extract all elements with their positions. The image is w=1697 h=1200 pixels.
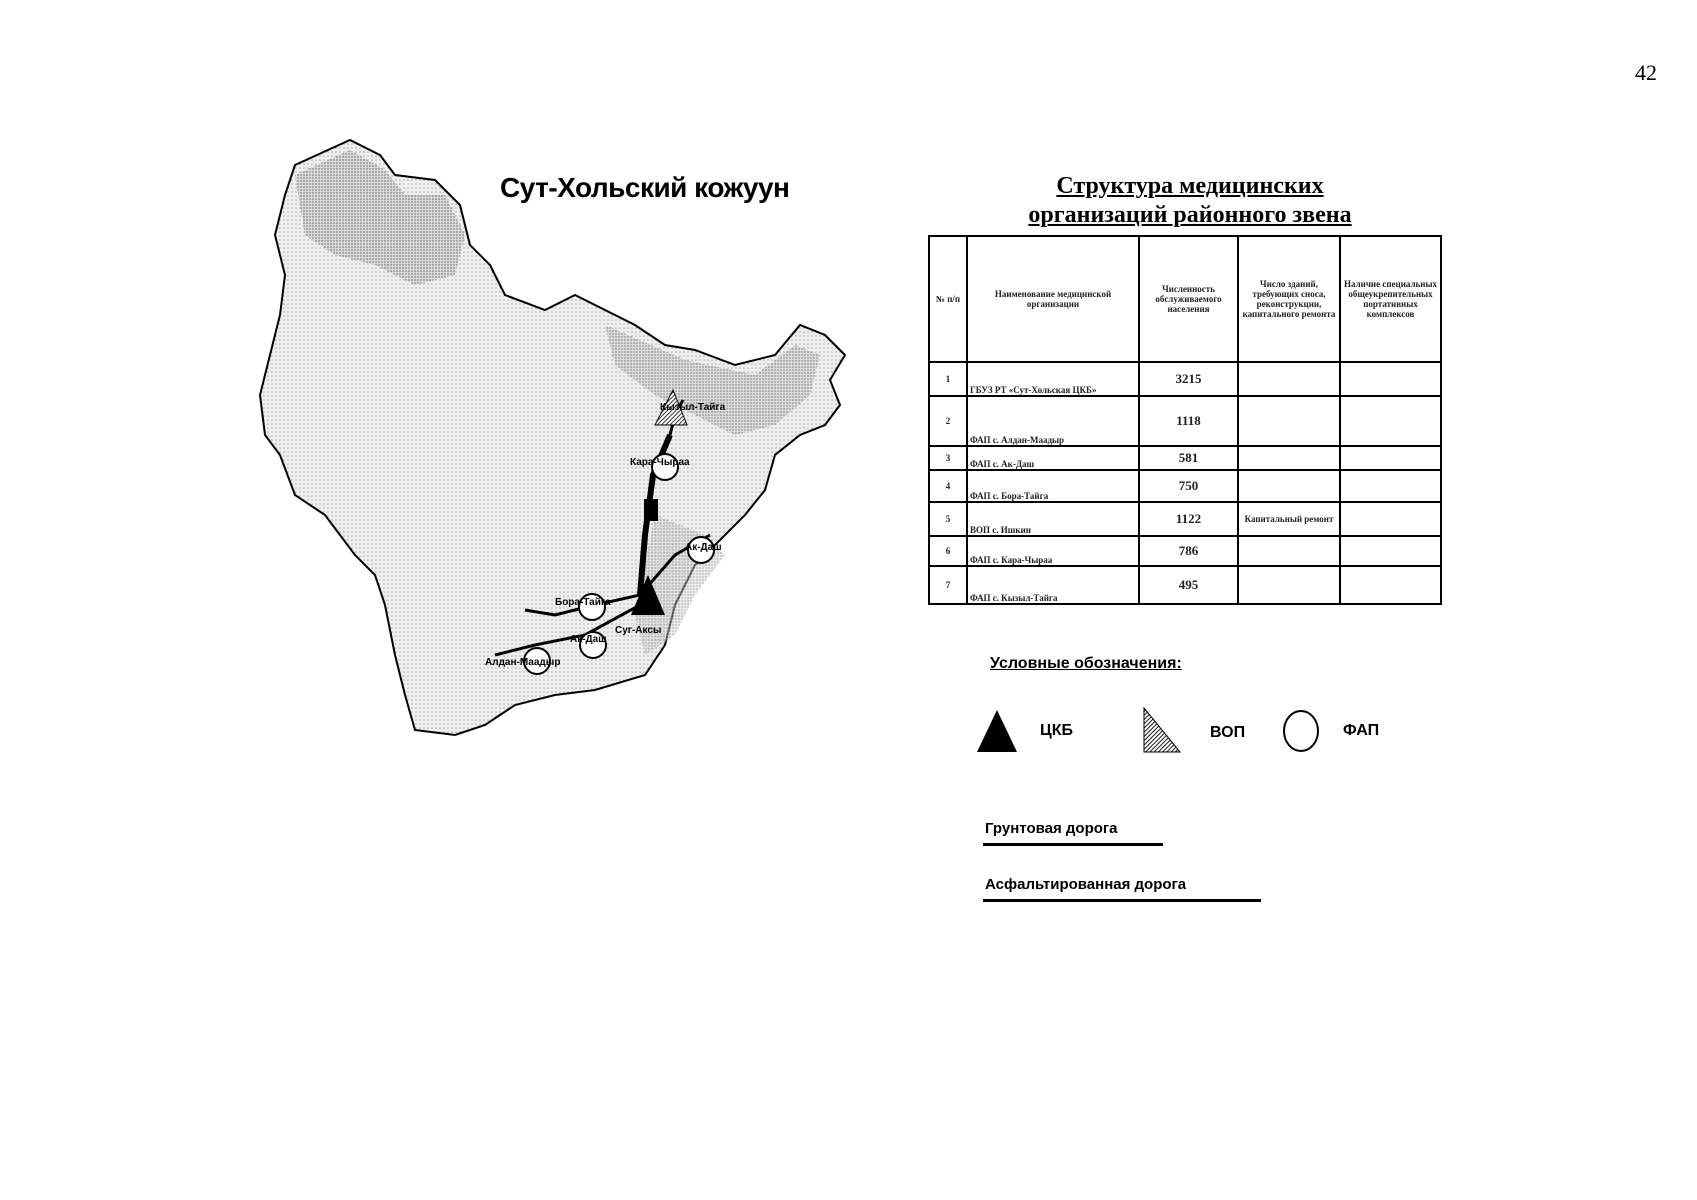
building-marker-icon <box>644 499 658 521</box>
table-header: Наличие специальных общеукрепительных портативных комплексов <box>1340 236 1441 362</box>
table-header: Число зданий, требующих сноса, реконструкции, капитального ремонта <box>1238 236 1340 362</box>
legend-title: Условные обозначения: <box>990 655 1182 672</box>
cell-num: 4 <box>929 470 967 502</box>
cell-complex <box>1340 362 1441 396</box>
table-row <box>929 396 1441 446</box>
cell-repair: Капитальный ремонт <box>1238 502 1340 536</box>
cell-population: 1118 <box>1139 396 1238 446</box>
page-number: 42 <box>1635 60 1657 85</box>
legend-label-ckb: ЦКБ <box>1040 722 1073 739</box>
triangle-hatched-icon <box>1140 706 1184 754</box>
cell-name: ФАП с. Кара-Чыраа <box>967 536 1139 566</box>
cell-population: 786 <box>1139 536 1238 566</box>
dirt-road-line <box>983 843 1163 846</box>
cell-complex <box>1340 566 1441 604</box>
structure-title-line: Структура медицинских <box>1056 173 1324 199</box>
cell-num: 1 <box>929 362 967 396</box>
district-map <box>255 135 935 765</box>
legend-label-fap: ФАП <box>1343 722 1380 739</box>
cell-population: 495 <box>1139 566 1238 604</box>
table-header: № п/п <box>929 236 967 362</box>
place-label: Суг-Аксы <box>615 625 662 636</box>
triangle-filled-icon <box>975 708 1019 754</box>
place-label: Бора-Тайга <box>555 597 611 608</box>
cell-num: 3 <box>929 446 967 470</box>
cell-repair <box>1238 536 1340 566</box>
structure-title <box>990 172 1390 230</box>
cell-num: 5 <box>929 502 967 536</box>
cell-repair <box>1238 470 1340 502</box>
cell-population: 750 <box>1139 470 1238 502</box>
table-row <box>929 536 1441 566</box>
cell-name: ВОП с. Ишкин <box>967 502 1139 536</box>
asphalt-road-line <box>983 899 1261 902</box>
table-row <box>929 470 1441 502</box>
legend-label-vop: ВОП <box>1210 724 1246 741</box>
table-row <box>929 502 1441 536</box>
cell-complex <box>1340 536 1441 566</box>
cell-num: 2 <box>929 396 967 446</box>
cell-name: ГБУЗ РТ «Сут-Хольская ЦКБ» <box>967 362 1139 396</box>
table-row <box>929 566 1441 604</box>
place-label: Алдан-Маадыр <box>485 657 561 668</box>
place-label: Ак-Даш <box>685 542 722 553</box>
cell-repair <box>1238 396 1340 446</box>
cell-name: ФАП с. Кызыл-Тайга <box>967 566 1139 604</box>
structure-table <box>928 235 1442 605</box>
table-header: Численность обслуживаемого населения <box>1139 236 1238 362</box>
legend-road-dirt: Грунтовая дорога <box>985 820 1118 837</box>
table-row <box>929 362 1441 396</box>
table-header: Наименование медицинской организации <box>967 236 1139 362</box>
cell-name: ФАП с. Ак-Даш <box>967 446 1139 470</box>
cell-repair <box>1238 566 1340 604</box>
cell-population: 581 <box>1139 446 1238 470</box>
cell-complex <box>1340 502 1441 536</box>
structure-title-line: организаций районного звена <box>1028 202 1352 228</box>
place-label: Кара-Чыраа <box>630 457 690 468</box>
map-title: Сут-Хольский кожуун <box>500 172 790 203</box>
cell-name: ФАП с. Бора-Тайга <box>967 470 1139 502</box>
cell-num: 6 <box>929 536 967 566</box>
table-row <box>929 446 1441 470</box>
cell-name: ФАП с. Алдан-Маадыр <box>967 396 1139 446</box>
cell-complex <box>1340 446 1441 470</box>
cell-complex <box>1340 396 1441 446</box>
circle-outline-icon <box>1280 708 1322 754</box>
cell-repair <box>1238 446 1340 470</box>
cell-num: 7 <box>929 566 967 604</box>
cell-complex <box>1340 470 1441 502</box>
place-label: Ак-Даш <box>570 634 607 645</box>
cell-population: 3215 <box>1139 362 1238 396</box>
cell-repair <box>1238 362 1340 396</box>
cell-population: 1122 <box>1139 502 1238 536</box>
legend-road-asphalt: Асфальтированная дорога <box>985 876 1187 893</box>
place-label: Кызыл-Тайга <box>660 402 726 413</box>
